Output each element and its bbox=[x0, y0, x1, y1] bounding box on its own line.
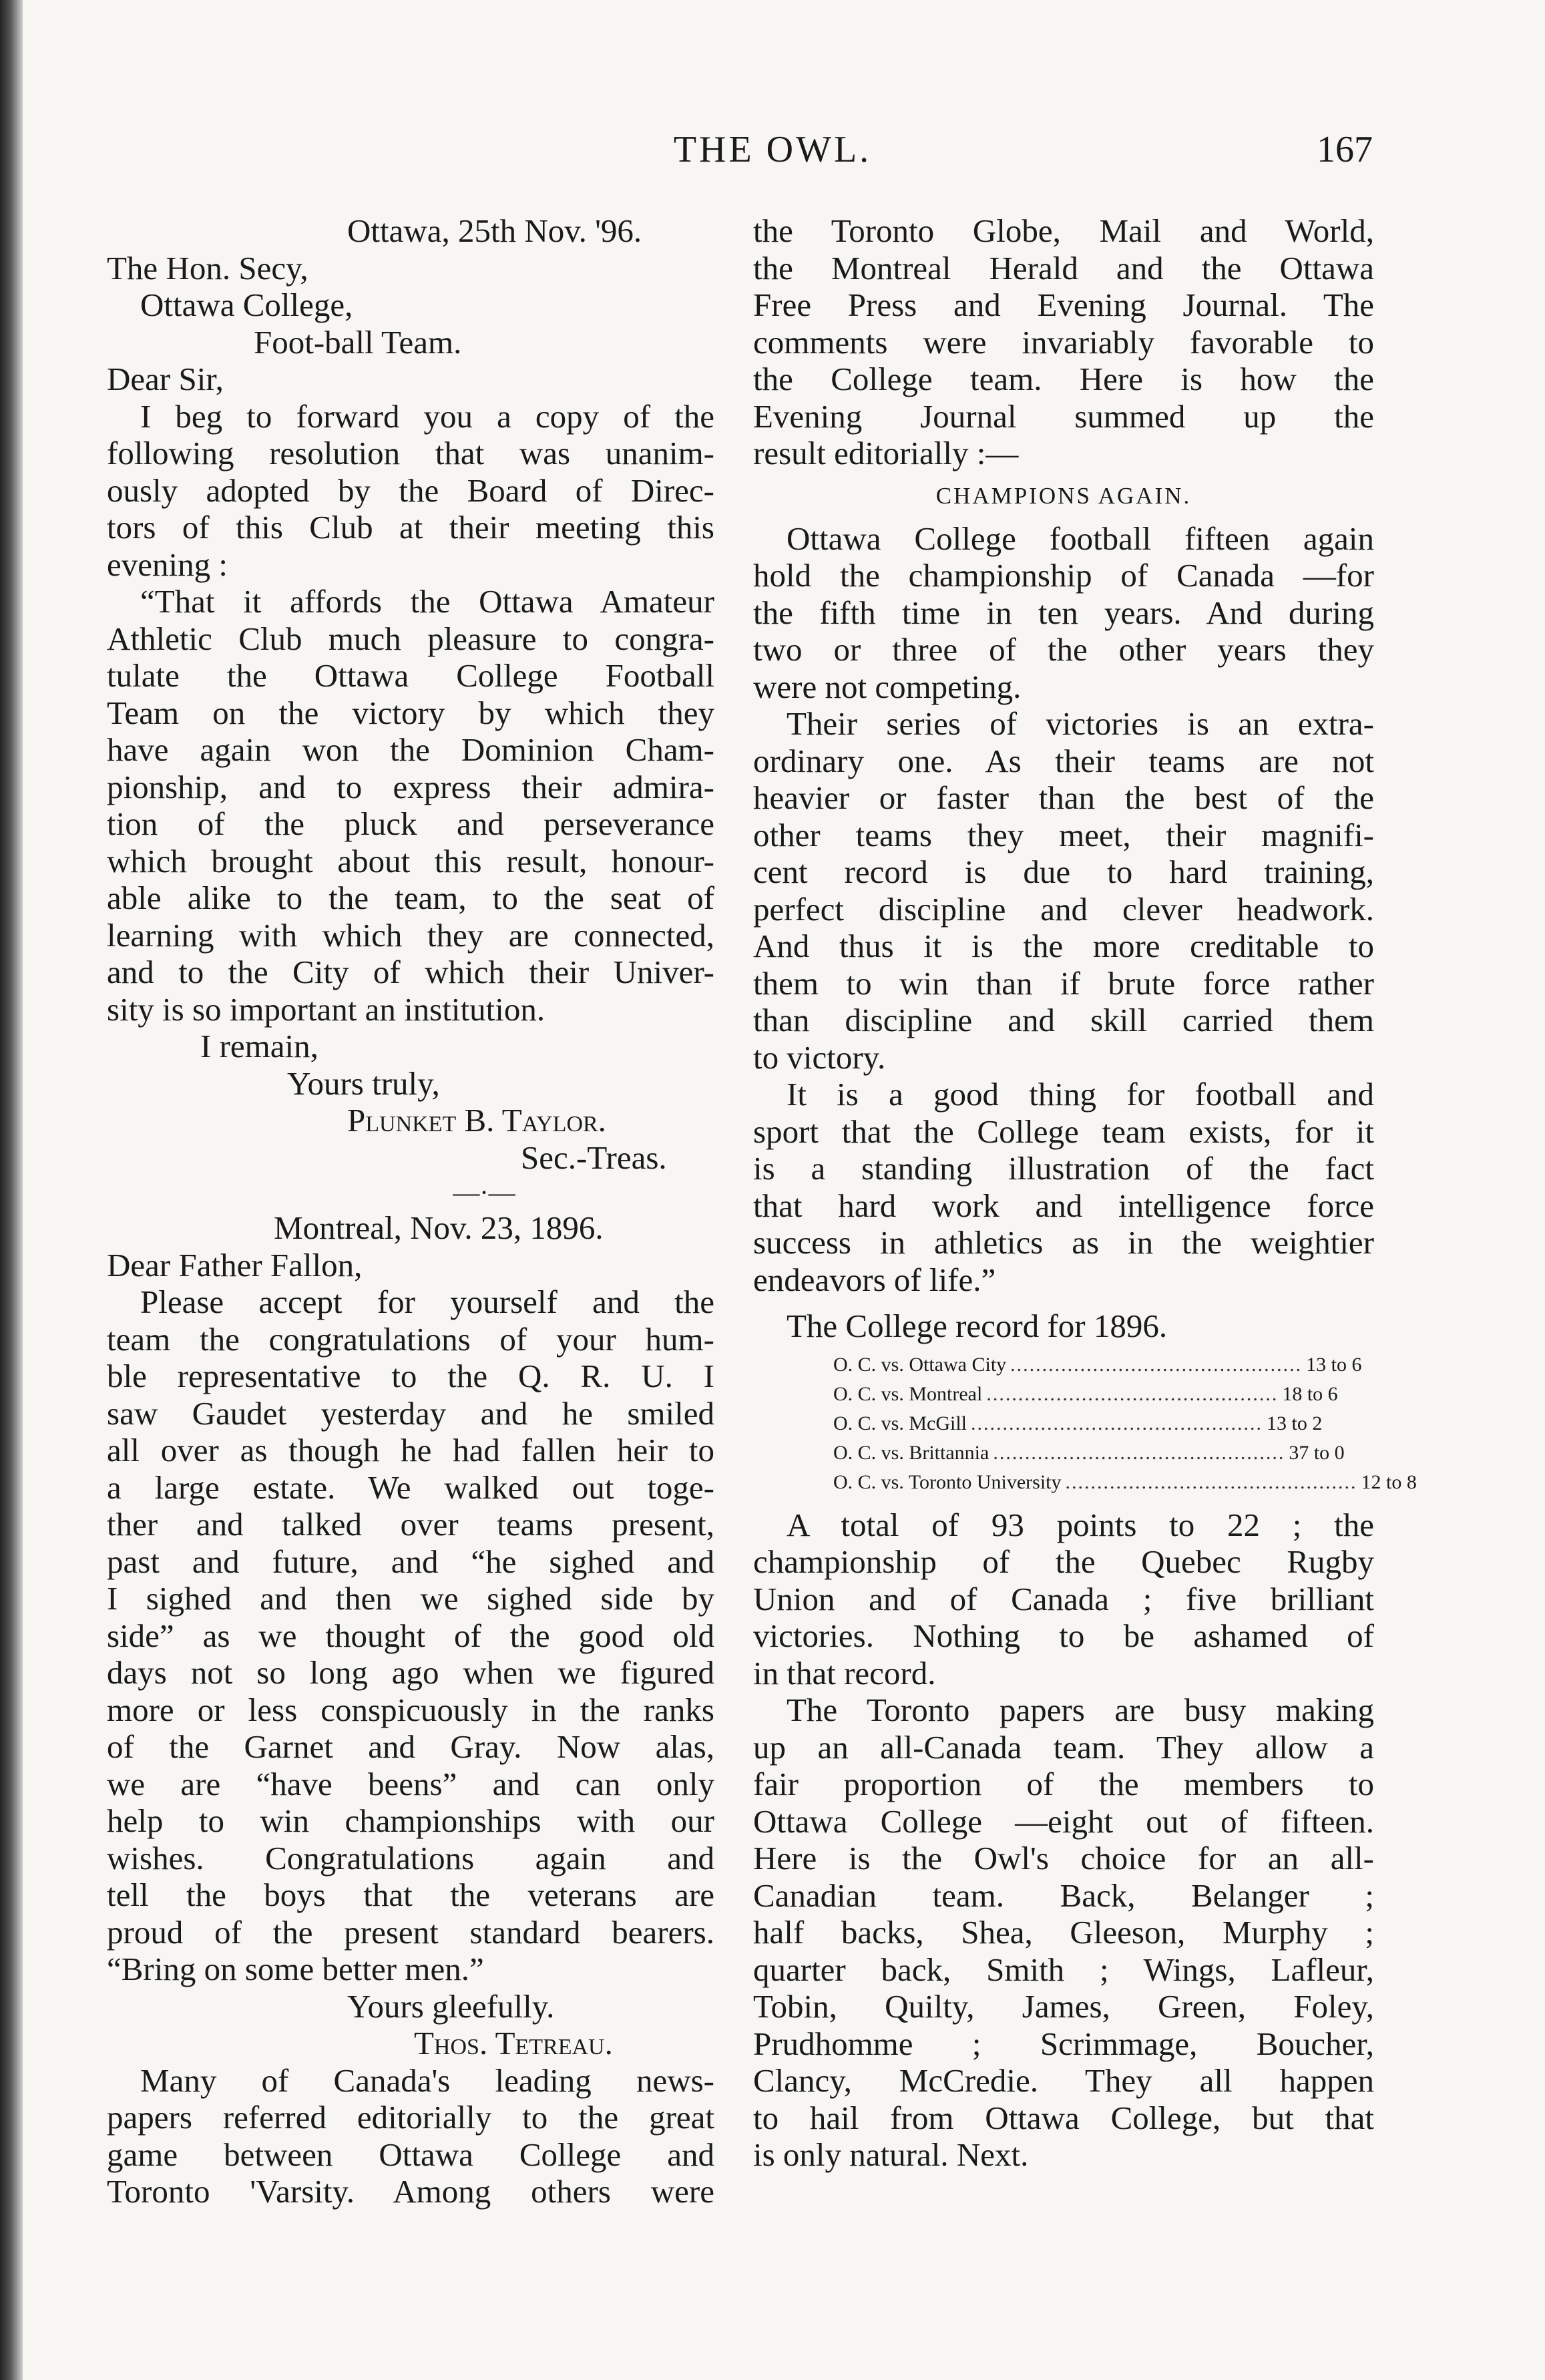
text-line: Please accept for yourself and the bbox=[140, 1283, 714, 1320]
record-match: O. C. vs. Toronto University bbox=[833, 1470, 1062, 1493]
text-line: I sighed and then we sighed side by bbox=[107, 1580, 714, 1617]
text-line: to hail from Ottawa College, but that bbox=[753, 2099, 1374, 2136]
letter-signer-title: Sec.-Treas. bbox=[521, 1139, 667, 1176]
text-line: other teams they meet, their magnifi- bbox=[753, 816, 1374, 853]
letter-closing: Yours truly, bbox=[287, 1064, 440, 1102]
text-line: ther and talked over teams present, bbox=[107, 1506, 714, 1543]
text-line: tors of this Club at their meeting this bbox=[107, 509, 714, 546]
letter-signature: Thos. Tetreau. bbox=[414, 2025, 613, 2061]
text-line: were not competing. bbox=[753, 668, 1022, 705]
text-line: Ottawa College —eight out of fifteen. bbox=[753, 1802, 1374, 1840]
text-line: we are “have beens” and can only bbox=[107, 1765, 714, 1802]
text-line: comments were invariably favorable to bbox=[753, 323, 1374, 361]
text-line: wishes. Congratulations again and bbox=[107, 1839, 714, 1876]
record-table bbox=[753, 1350, 1417, 1497]
text-line: fair proportion of the members to bbox=[753, 1766, 1374, 1802]
record-match: O. C. vs. Brittannia bbox=[833, 1441, 989, 1464]
text-line: side” as we thought of the good old bbox=[107, 1617, 714, 1654]
text-line: Canadian team. Back, Belanger ; bbox=[753, 1876, 1374, 1914]
text-line: the College team. Here is how the bbox=[753, 361, 1374, 397]
text-line: pionship, and to express their admira- bbox=[107, 768, 714, 805]
text-line: Many of Canada's leading news- bbox=[140, 2061, 714, 2099]
page-binding-edge bbox=[0, 0, 23, 2380]
text-line: tell the boys that the veterans are bbox=[107, 1876, 714, 1913]
text-line: more or less conspicuously in the ranks bbox=[107, 1691, 714, 1728]
text-line: half backs, Shea, Gleeson, Murphy ; bbox=[753, 1914, 1374, 1951]
text-line: cent record is due to hard training, bbox=[753, 853, 1374, 890]
text-line: is a standing illustration of the fact bbox=[753, 1150, 1374, 1187]
text-line: endeavors of life.” bbox=[753, 1261, 996, 1298]
record-row bbox=[753, 1380, 1374, 1409]
text-line: Clancy, McCredie. They all happen bbox=[753, 2062, 1374, 2099]
record-match: O. C. vs. McGill bbox=[833, 1412, 967, 1434]
record-score: 37 to 0 bbox=[1289, 1441, 1345, 1464]
text-line: have again won the Dominion Cham- bbox=[107, 731, 714, 768]
text-line: “Bring on some better men.” bbox=[107, 1951, 484, 1987]
text-line: success in athletics as in the weightier bbox=[753, 1224, 1374, 1261]
record-score: 12 to 8 bbox=[1361, 1470, 1417, 1493]
record-row bbox=[753, 1350, 1374, 1380]
text-line: proud of the present standard bearers. bbox=[107, 1913, 714, 1951]
text-line: perfect discipline and clever headwork. bbox=[753, 890, 1374, 928]
text-line: them to win than if brute force rather bbox=[753, 964, 1374, 1002]
text-line: tion of the pluck and perseverance bbox=[107, 805, 714, 842]
text-line: in that record. bbox=[753, 1654, 936, 1692]
text-line: all over as though he had fallen heir to bbox=[107, 1432, 714, 1468]
running-header-title: THE OWL. bbox=[673, 129, 872, 170]
record-row bbox=[753, 1468, 1417, 1497]
right-column bbox=[753, 212, 1417, 2174]
text-line: sity is so important an institution. bbox=[107, 990, 545, 1028]
text-line: ordinary one. As their teams are not bbox=[753, 742, 1374, 779]
text-line: the Montreal Herald and the Ottawa bbox=[753, 249, 1374, 286]
text-line: game between Ottawa College and bbox=[107, 2136, 714, 2173]
text-line: up an all-Canada team. They allow a bbox=[753, 1728, 1374, 1766]
text-line: Union and of Canada ; five brilliant bbox=[753, 1580, 1374, 1617]
record-row bbox=[753, 1438, 1374, 1468]
text-line: And thus it is the more creditable to bbox=[753, 928, 1374, 964]
record-score: 18 to 6 bbox=[1282, 1382, 1338, 1405]
text-line: “That it affords the Ottawa Amateur bbox=[140, 583, 714, 620]
page-number: 167 bbox=[1317, 129, 1373, 170]
record-row bbox=[753, 1409, 1374, 1438]
editorial-heading: CHAMPIONS AGAIN. bbox=[935, 482, 1192, 509]
text-line: the fifth time in ten years. And during bbox=[753, 594, 1374, 631]
record-leader-dots: .............................................. bbox=[971, 1412, 1263, 1434]
text-line: the Toronto Globe, Mail and World, bbox=[753, 212, 1374, 249]
text-line: ously adopted by the Board of Direc- bbox=[107, 471, 714, 509]
text-line: Team on the victory by which they bbox=[107, 694, 714, 731]
text-line: championship of the Quebec Rugby bbox=[753, 1543, 1374, 1580]
text-line: quarter back, Smith ; Wings, Lafleur, bbox=[753, 1951, 1374, 1988]
text-line: Toronto 'Varsity. Among others were bbox=[107, 2173, 714, 2210]
text-line: result editorially :— bbox=[753, 435, 1019, 471]
text-line: The Toronto papers are busy making bbox=[787, 1692, 1374, 1728]
text-line: team the congratulations of your hum- bbox=[107, 1320, 714, 1358]
letter-address-line: The Hon. Secy, bbox=[107, 249, 308, 286]
text-line: help to win championships with our bbox=[107, 1802, 714, 1839]
letter-signature: Plunket B. Taylor. bbox=[347, 1102, 606, 1139]
text-line: saw Gaudet yesterday and he smiled bbox=[107, 1394, 714, 1432]
text-line: a large estate. We walked out toge- bbox=[107, 1468, 714, 1506]
text-line: following resolution that was unanim- bbox=[107, 435, 714, 471]
text-line: two or three of the other years they bbox=[753, 631, 1374, 668]
record-leader-dots: .............................................. bbox=[986, 1382, 1279, 1405]
text-line: past and future, and “he sighed and bbox=[107, 1543, 714, 1580]
letter-salutation: Dear Father Fallon, bbox=[107, 1246, 363, 1283]
record-leader-dots: .............................................. bbox=[1010, 1353, 1303, 1376]
text-line: and to the City of which their Univer- bbox=[107, 954, 714, 990]
record-match: O. C. vs. Montreal bbox=[833, 1382, 983, 1405]
letter-dateline: Ottawa, 25th Nov. '96. bbox=[347, 212, 642, 249]
text-line: heavier or faster than the best of the bbox=[753, 779, 1374, 816]
text-line: is only natural. Next. bbox=[753, 2136, 1029, 2173]
record-score: 13 to 6 bbox=[1306, 1353, 1362, 1376]
record-leader-dots: .............................................. bbox=[993, 1441, 1285, 1464]
text-line: victories. Nothing to be ashamed of bbox=[753, 1617, 1374, 1654]
text-line: Tobin, Quilty, James, Green, Foley, bbox=[753, 1988, 1374, 2025]
text-line: of the Garnet and Gray. Now alas, bbox=[107, 1728, 714, 1765]
text-line: sport that the College team exists, for it bbox=[753, 1113, 1374, 1150]
section-separator: —·— bbox=[453, 1177, 515, 1207]
text-line: Prudhomme ; Scrimmage, Boucher, bbox=[753, 2025, 1374, 2062]
text-line: hold the championship of Canada —for bbox=[753, 557, 1374, 594]
letter-salutation: Dear Sir, bbox=[107, 361, 224, 397]
record-match: O. C. vs. Ottawa City bbox=[833, 1353, 1007, 1376]
letter-dateline: Montreal, Nov. 23, 1896. bbox=[274, 1209, 604, 1246]
text-line: Free Press and Evening Journal. The bbox=[753, 286, 1374, 323]
record-heading: The College record for 1896. bbox=[787, 1308, 1168, 1344]
letter-address-line: Ottawa College, bbox=[140, 286, 353, 323]
text-line: Here is the Owl's choice for an all- bbox=[753, 1840, 1374, 1876]
text-line: Athletic Club much pleasure to congra- bbox=[107, 620, 714, 657]
text-line: Evening Journal summed up the bbox=[753, 397, 1374, 435]
text-line: Their series of victories is an extra- bbox=[787, 705, 1374, 742]
text-line: It is a good thing for football and bbox=[787, 1076, 1374, 1113]
text-line: papers referred editorially to the great bbox=[107, 2099, 714, 2136]
text-line: to victory. bbox=[753, 1038, 886, 1076]
text-line: than discipline and skill carried them bbox=[753, 1002, 1374, 1038]
text-line: able alike to the team, to the seat of bbox=[107, 879, 714, 916]
text-line: days not so long ago when we figured bbox=[107, 1654, 714, 1691]
letter-closing: I remain, bbox=[200, 1028, 318, 1064]
text-line: evening : bbox=[107, 546, 228, 583]
text-line: tulate the Ottawa College Football bbox=[107, 657, 714, 694]
text-line: A total of 93 points to 22 ; the bbox=[787, 1506, 1374, 1543]
text-line: that hard work and intelligence force bbox=[753, 1187, 1374, 1224]
text-line: learning with which they are connected, bbox=[107, 916, 714, 954]
record-score: 13 to 2 bbox=[1267, 1412, 1323, 1434]
letter-closing: Yours gleefully. bbox=[347, 1987, 555, 2025]
left-column bbox=[107, 212, 714, 2210]
letter-address-line: Foot-ball Team. bbox=[254, 323, 462, 361]
text-line: which brought about this result, honour- bbox=[107, 842, 714, 879]
record-leader-dots: .............................................. bbox=[1065, 1470, 1357, 1493]
text-line: Ottawa College football fifteen again bbox=[787, 520, 1374, 557]
text-line: ble representative to the Q. R. U. I bbox=[107, 1358, 714, 1394]
text-line: I beg to forward you a copy of the bbox=[140, 397, 714, 435]
